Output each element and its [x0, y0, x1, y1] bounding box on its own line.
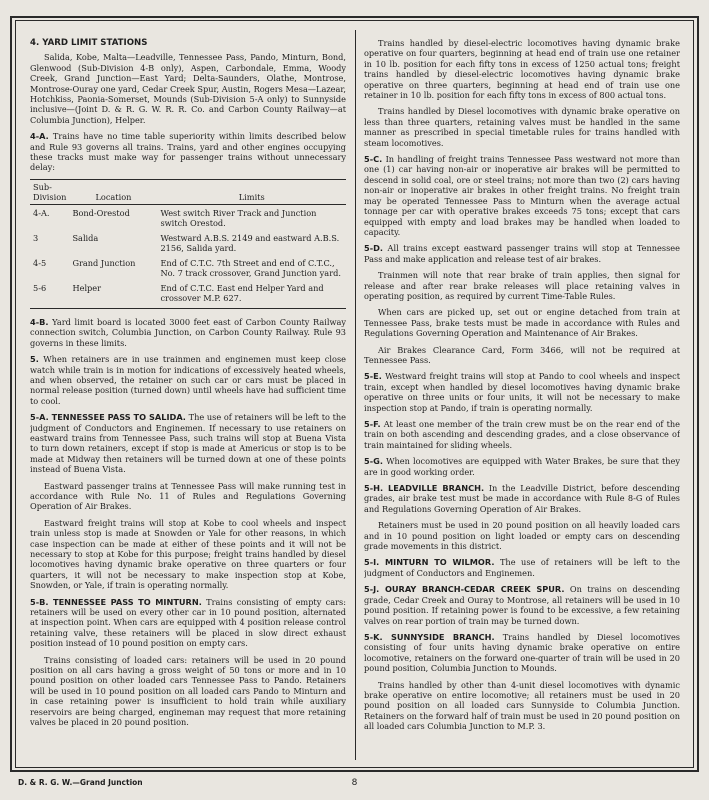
rule-5k-body: Trains handled by Diesel locomotives consisting of four units having dynamic brake operative on entire locomotive, retainers on the forward one-quarter of train will be used in 20 pound position, Columbia Junction to Mounds.: [364, 631, 680, 674]
yard-limits-table: [30, 179, 346, 309]
cell-location: Helper: [69, 280, 157, 309]
right-column: [364, 38, 680, 760]
rule-5k: [364, 632, 680, 674]
rule-5d-paragraph-2: Trainmen will note that rear brake of train applies, then signal for release and after rear brake releases will place retaining valves in operating position, as required by current Time-Table Rules.: [364, 270, 680, 301]
column-divider: [355, 30, 356, 760]
cell-limits: End of C.T.C. 7th Street and end of C.T.C., No. 7 track crossover, Grand Junction yard.: [160, 257, 341, 278]
cell-limits: West switch River Track and Junction switch Orestod.: [160, 207, 317, 228]
cell-subdivision: 4-5: [33, 257, 47, 268]
rule-5d-body: All trains except eastward passenger trains will stop at Tennessee Pass and make application and release test of air brakes.: [364, 243, 680, 264]
rule-4a: [30, 131, 346, 173]
rule-5d: [364, 243, 680, 264]
rule-4b-lead: 4-B.: [30, 316, 49, 327]
rule-5j: [364, 584, 680, 626]
rule-5-lead: 5.: [30, 354, 39, 365]
table-row: [30, 204, 346, 230]
rule-5d-paragraph-3: When cars are picked up, set out or engine detached from train at Tennessee Pass, brake tests must be made in accordance with Rules and Regulations Governing Operation and Maintenance of Air Brakes.: [364, 307, 680, 339]
table-row: [30, 280, 346, 309]
rule-5d-paragraph-4: Air Brakes Clearance Card, Form 3466, will not be required at Tennessee Pass.: [364, 344, 680, 365]
rule-4a-lead: 4-A.: [30, 131, 49, 142]
rule-5b-paragraph-2: Trains consisting of loaded cars: retainers will be used in 20 pound position on all cars having a gross weight of 50 tons or more and in 10 pound position on other loaded cars Tennessee Pass to Pando. Retainers will be used in 10 pound position on all loaded cars Pando to Minturn and in case retaining power is insufficient to hold train while auxiliary reservoirs are being charged, engineman may request that more retaining valves be placed in 20 pound position.: [30, 654, 346, 728]
rule-5g: [364, 456, 680, 477]
rule-5h-body: In the Leadville District, before descending grades, air brake test must be made in accordance with Rule 8-G of Rules and Regulations Governing Operation of Air Brakes.: [364, 483, 680, 514]
rule-5i-lead: 5-I. MINTURN TO WILMOR.: [364, 557, 495, 568]
rule-5j-lead: 5-J. OURAY BRANCH-CEDAR CREEK SPUR.: [364, 584, 565, 595]
table-row: [30, 230, 346, 255]
rule-5k-lead: 5-K. SUNNYSIDE BRANCH.: [364, 631, 495, 642]
rule-5a: [30, 412, 346, 474]
cell-limits: Westward A.B.S. 2149 and eastward A.B.S. 2156, Salida yard.: [160, 232, 340, 253]
cell-subdivision: 5-6: [30, 280, 69, 309]
rule-5c: [364, 154, 680, 237]
rule-5k-paragraph-2: Trains handled by other than 4-unit diesel locomotives with dynamic brake operative on entire locomotive; all retainers must be used in 20 pound position on all loaded cars Sunnyside to Columbia Junction. Retainers on the forward half of train must be used in 20 pound position on all loaded cars Columbia Junction to M.P. 3.: [364, 679, 680, 732]
cell-limits: End of C.T.C. East end Helper Yard and crossover M.P. 627.: [157, 280, 346, 309]
yard-limit-stations-body: Salida, Kobe, Malta—Leadville, Tennessee Pass, Pando, Minturn, Bond, Glenwood (Sub-Division 4-B only), Aspen, Carbondale, Emma, Woody Creek, Grand Junction—East Yard; Delta-Saunders, Olathe, Montrose, Montrose-Ouray one yard, Cedar Creek Spur, Austin, Rogers Mesa—Lazear, Hotchkiss, Paonia-Somerset, Mounds (Sub-Division 5-A only) to Sunnyside inclusive—(Joint D. & R. G. W. R. R. Co. and Carbon County Railway—at Columbia Junction), Helper.: [30, 52, 346, 125]
rule-4b-body: Yard limit board is located 3000 feet east of Carbon County Railway connection switch, Columbia Junction, on Carbon County Railway. Rule 93 governs in these limits.: [30, 316, 346, 348]
rule-5a-paragraph-2: Eastward passenger trains at Tennessee Pass will make running test in accordance with Rule No. 11 of Rules and Regulations Governing Operation of Air Brakes.: [30, 480, 346, 512]
rule-5h-paragraph-2: Retainers must be used in 20 pound position on all heavily loaded cars and in 10 pound position on light loaded or empty cars on descending grade movements in this district.: [364, 520, 680, 552]
rule-5g-body: When locomotives are equipped with Water Brakes, be sure that they are in good working order.: [364, 456, 680, 477]
cell-location: Grand Junction: [72, 257, 136, 268]
rule-5g-lead: 5-G.: [364, 456, 383, 467]
rule-5a-lead: 5-A. TENNESSEE PASS TO SALIDA.: [30, 412, 186, 423]
dynamic-brake-paragraph-1: Trains handled by diesel-electric locomotives having dynamic brake operative on four quarters, beginning at head end of train use one retainer in 10 lb. position for each fifty tons in excess of 1250 actual tons; freight trains handled by diesel-electric locomotives having dynamic brake operative on three quarters, beginning at head end of train use one retainer in 10 lb. position for each fifty tons in excess of 800 actual tons.: [364, 38, 680, 101]
rule-5f-lead: 5-F.: [364, 419, 381, 429]
cell-location: Salida: [72, 232, 99, 243]
rule-5i: [364, 557, 680, 578]
rule-5c-lead: 5-C.: [364, 154, 383, 165]
footer-railroad-label: D. & R. G. W.—Grand Junction: [18, 778, 143, 787]
rule-5: [30, 354, 346, 406]
rule-5e: [364, 371, 680, 413]
rule-5d-lead: 5-D.: [364, 243, 384, 254]
page-number: 8: [351, 778, 358, 788]
rule-5a-body: The use of retainers will be left to the judgment of Conductors and Enginemen. If necessary to use retainers on eastward trains from Tennessee Pass, such trains will stop at Buena Vista to turn down retainers, except if stop is made at Americus or stop is to be made at Midway then retainers will be turned down at one of these points instead of Buena Vista.: [30, 412, 346, 475]
table-row: [30, 255, 346, 280]
cell-subdivision: 3: [33, 232, 39, 243]
rule-5b-body: Trains consisting of empty cars: retainers will be used on every other car in 10 pound position, alternated at inspection point. When cars are equipped with 4 position release control retaining valve, these retainers will be placed in slow direct exhaust position instead of 10 pound position on empty cars.: [30, 596, 346, 649]
rule-5e-body: Westward freight trains will stop at Pando to cool wheels and inspect train, except when handled by diesel locomotives having dynamic brake operative on three units or four units, it will not be necessary to make inspection stop at Pando, if train is operating normally.: [364, 371, 680, 413]
rule-5f-body: At least one member of the train crew must be on the rear end of the train on both ascending and descending grades, and a close observance of train maintained for sliding wheels.: [364, 419, 680, 450]
rule-5h-lead: 5-H. LEADVILLE BRANCH.: [364, 483, 485, 494]
dynamic-brake-paragraph-2: Trains handled by Diesel locomotives with dynamic brake operative on less than three quarters, retaining valves must be handled in the same manner as prescribed in special timetable rules for trains handled with steam locomotives.: [364, 106, 680, 148]
rule-5i-body: The use of retainers will be left to the judgment of Conductors and Enginemen.: [364, 557, 680, 578]
col-header-limits: Limits: [157, 179, 346, 204]
rule-5b: [30, 597, 346, 649]
page-footer: [18, 778, 691, 792]
rule-5e-lead: 5-E.: [364, 371, 382, 382]
rule-5c-body: In handling of freight trains Tennessee Pass westward not more than one (1) car having non-air or inoperative air brakes will be permitted to descend in solid coal, ore or steel trains; not more than two (2) cars having non-air or inoperative air brakes in other freight trains. No freight train may be operated Tennessee Pass to Minturn when the average actual tonnage per car with operative brakes exceeds 75 tons; except that cars equipped with empty and load brakes may be handled when loaded to capacity.: [364, 154, 680, 237]
col-header-location: Location: [69, 179, 157, 204]
col-header-subdivision: Sub- Division: [30, 179, 69, 204]
rule-5b-lead: 5-B. TENNESSEE PASS TO MINTURN.: [30, 596, 202, 607]
rule-5-body: When retainers are in use trainmen and enginemen must keep close watch while train is in motion for indications of excessively heated wheels, and when observed, the retainer on such car or cars must be placed in normal release position (turned down) until wheels have had sufficient time to cool.: [30, 354, 346, 406]
rule-5a-paragraph-3: Eastward freight trains will stop at Kobe to cool wheels and inspect train unless stop is made at Snowden or Yale for other reasons, in which case inspection can be made at either of these points and it will not be necessary to stop at Kobe for this purpose; freight trains handled by diesel locomotives having dynamic brake operative on three quarters or four quarters, it will not be necessary to make inspection stop at Kobe, Snowden, or Yale, if train is operating normally.: [30, 517, 346, 591]
rule-4b: [30, 317, 346, 348]
left-column: [30, 38, 346, 760]
rule-5j-body: On trains on descending grade, Cedar Creek and Ouray to Montrose, all retainers will be used in 10 pound position. If retaining power is found to be excessive, a few retaining valves on rear portion of train may be turned down.: [364, 584, 680, 626]
rule-5f: [364, 419, 680, 450]
section-title-yard-limit-stations: 4. YARD LIMIT STATIONS: [30, 38, 148, 48]
cell-location: Bond-Orestod: [72, 207, 130, 218]
cell-subdivision: 4-A.: [33, 207, 50, 218]
rule-4a-body: Trains have no time table superiority within limits described below and Rule 93 governs all trains. Trains, yard and other engines occupying these tracks must make way for passenger trains without unnecessary delay:: [30, 131, 346, 173]
rule-5h: [364, 483, 680, 514]
